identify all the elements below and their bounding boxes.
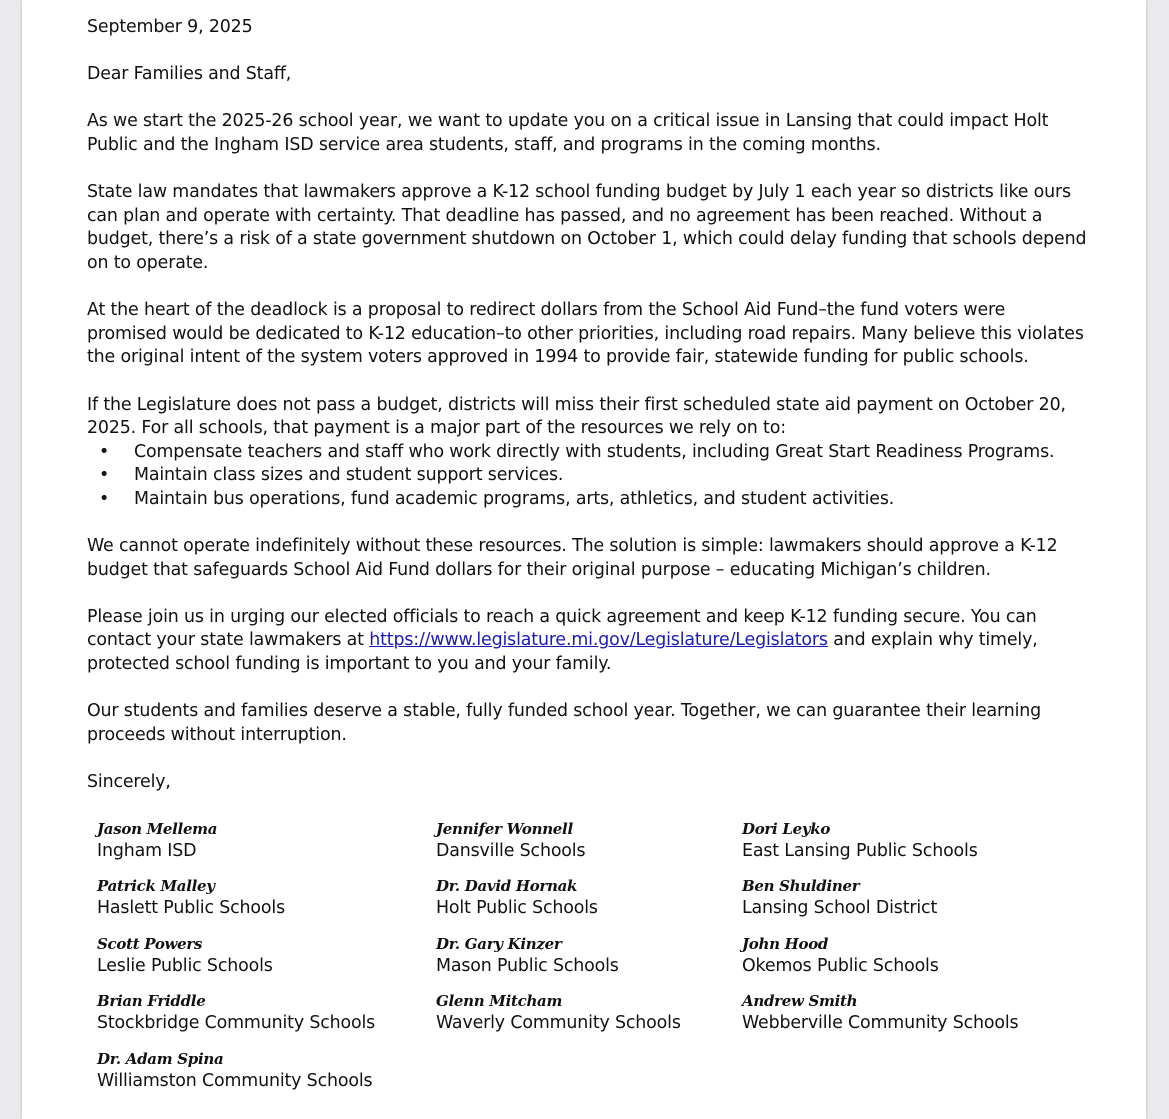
signer-name: Glenn Mitcham <box>436 992 563 1010</box>
signer-name: Andrew Smith <box>742 992 858 1010</box>
signature-block <box>436 990 756 1034</box>
signer-name: Jennifer Wonnell <box>436 820 573 838</box>
paragraph-closing-statement: Our students and families deserve a stable, fully funded school year. Together, we can guarantee their learning proceeds without interruption. <box>87 701 1042 745</box>
signer-name: Dori Leyko <box>742 820 831 838</box>
letter-closing: Sincerely, <box>87 772 171 792</box>
signature-block <box>97 933 417 977</box>
cta-text-after: and explain why timely, protected school funding is important to you and your family. <box>87 630 1038 675</box>
paragraph-state-law: State law mandates that lawmakers approve a K-12 school funding budget by July 1 each year so districts like ours can plan and operate with certainty. That deadline has passed, and no agreement has been reached. Without a budget, there’s a risk of a state government shutdown on October 1, which could delay funding that schools depend on to operate. <box>87 182 1087 273</box>
signature-block <box>97 1048 417 1092</box>
signature-block <box>436 933 756 977</box>
paragraph-solution: We cannot operate indefinitely without these resources. The solution is simple: lawmakers should approve a K-12 budget that safeguards School Aid Fund dollars for their original purpose – educating Michigan’s children. <box>87 536 1058 580</box>
signature-block <box>436 875 756 919</box>
signature-block <box>97 818 417 862</box>
letter-body <box>87 16 1087 818</box>
signature-block <box>742 990 1062 1034</box>
signer-name: Dr. Gary Kinzer <box>436 935 562 953</box>
signer-name: Dr. David Hornak <box>436 877 578 895</box>
paragraph-legislature: If the Legislature does not pass a budget, districts will miss their first scheduled state aid payment on October 20, 2025. For all schools, that payment is a major part of the resources we rely on to: <box>87 394 1066 439</box>
bullet-icon: • <box>99 441 110 462</box>
list-item-text: Maintain class sizes and student support services. <box>134 465 564 486</box>
resource-list <box>87 441 1087 512</box>
document-page <box>22 0 1146 1119</box>
signer-name: John Hood <box>742 935 829 953</box>
signer-name: Scott Powers <box>97 935 203 953</box>
signer-name: Ben Shuldiner <box>742 877 860 895</box>
signer-organization: Stockbridge Community Schools <box>97 1013 376 1033</box>
signature-block <box>742 933 1062 977</box>
signer-organization: Webberville Community Schools <box>742 1013 1019 1033</box>
signer-organization: Leslie Public Schools <box>97 956 273 976</box>
signature-block <box>97 875 417 919</box>
letter-salutation: Dear Families and Staff, <box>87 64 292 85</box>
signer-organization: Ingham ISD <box>97 841 197 861</box>
list-item-text: Maintain bus operations, fund academic programs, arts, athletics, and student activities. <box>134 488 895 509</box>
signer-organization: Okemos Public Schools <box>742 956 939 976</box>
signature-block <box>742 875 1062 919</box>
signer-organization: Lansing School District <box>742 898 938 918</box>
signer-organization: Williamston Community Schools <box>97 1071 373 1091</box>
signer-organization: Haslett Public Schools <box>97 898 285 918</box>
list-item <box>87 464 1087 488</box>
signer-organization: East Lansing Public Schools <box>742 841 978 861</box>
signature-block <box>742 818 1062 862</box>
paragraph-deadlock: At the heart of the deadlock is a proposal to redirect dollars from the School Aid Fund–the fund voters were promised would be dedicated to K-12 education–to other priorities, including road repairs. Many believe this violates the original intent of the system voters approved in 1994 to provide fair, statewide funding for public schools. <box>87 300 1084 368</box>
signer-name: Brian Friddle <box>97 992 206 1010</box>
list-item <box>87 488 1087 512</box>
paragraph-intro: As we start the 2025-26 school year, we want to update you on a critical issue in Lansing that could impact Holt Public and the Ingham ISD service area students, staff, and programs in the coming months. <box>87 111 1049 155</box>
signer-organization: Waverly Community Schools <box>436 1013 681 1033</box>
signature-block <box>97 990 417 1034</box>
signer-organization: Holt Public Schools <box>436 898 598 918</box>
cta-text-before: Please join us in urging our elected officials to reach a quick agreement and keep K-12 funding secure. You can contact your state lawmakers at <box>87 606 1037 651</box>
bullet-icon: • <box>99 465 110 486</box>
list-item-text: Compensate teachers and staff who work directly with students, including Great Start Readiness Programs. <box>134 441 1055 462</box>
signature-block <box>436 818 756 862</box>
paragraph-call-to-action <box>87 606 1087 677</box>
letter-date: September 9, 2025 <box>87 17 253 37</box>
signer-name: Patrick Malley <box>97 877 215 895</box>
legislators-link[interactable]: https://www.legislature.mi.gov/Legislature/Legislators <box>369 630 828 651</box>
signer-name: Dr. Adam Spina <box>97 1050 224 1068</box>
signer-name: Jason Mellema <box>97 820 218 838</box>
signer-organization: Mason Public Schools <box>436 956 619 976</box>
signer-organization: Dansville Schools <box>436 841 586 861</box>
bullet-icon: • <box>99 488 110 509</box>
list-item <box>87 441 1087 465</box>
